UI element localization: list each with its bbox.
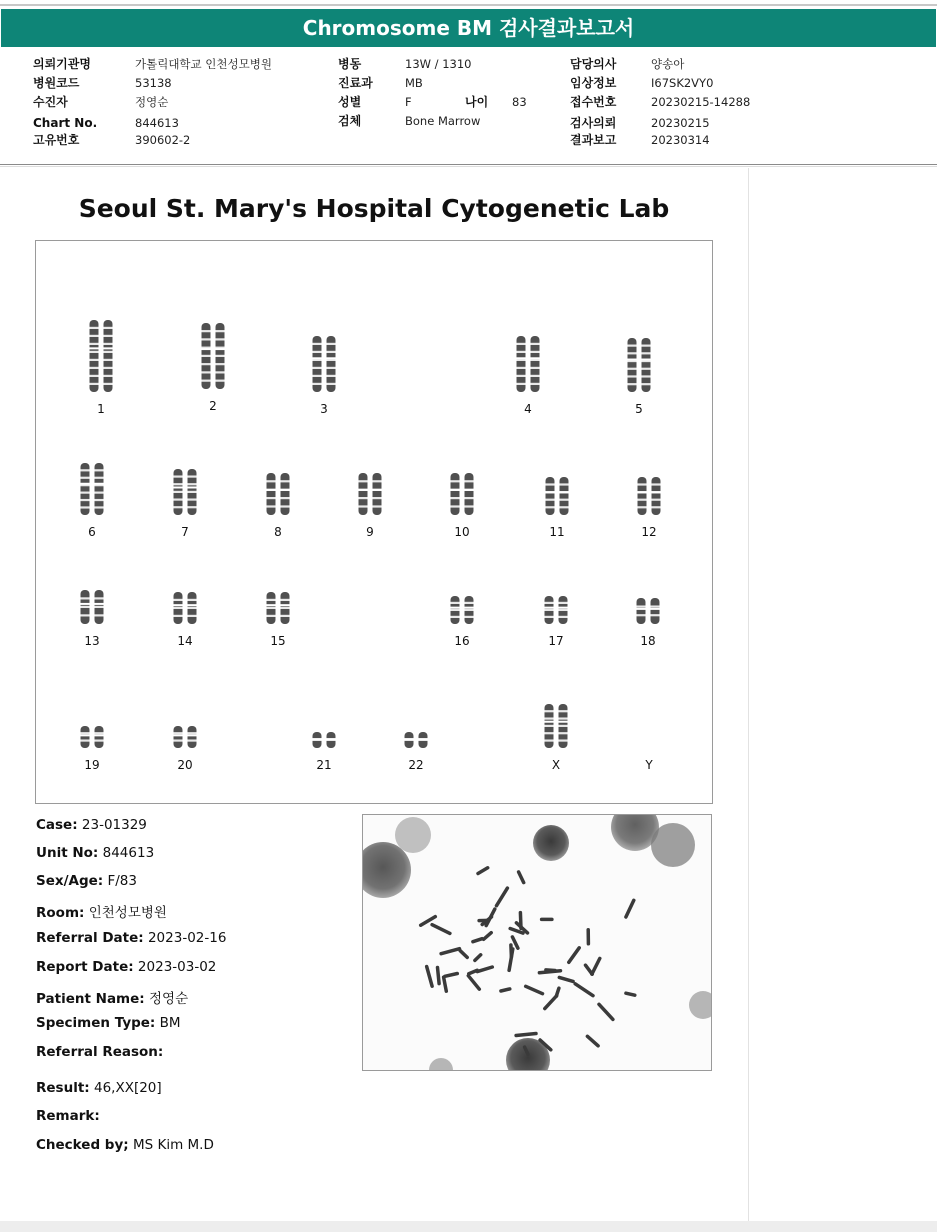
chromosome-label: 7 bbox=[181, 525, 189, 539]
patient-label: 수진자 bbox=[33, 95, 68, 109]
detail-sex-age: Sex/Age: F/83 bbox=[36, 873, 137, 889]
chromosome-pair-17 bbox=[536, 596, 576, 624]
chart-no-value: 844613 bbox=[135, 116, 179, 130]
chromosome-pair-18 bbox=[628, 598, 668, 624]
sex-label: 성별 bbox=[338, 95, 362, 109]
detail-patient-name: Patient Name: 정영순 bbox=[36, 991, 189, 1007]
chromosome-pair-13 bbox=[72, 590, 112, 624]
clinical-info-value: I67SK2VY0 bbox=[651, 76, 714, 90]
chromosome-label: 5 bbox=[635, 402, 643, 416]
chromosome-pair-1 bbox=[81, 320, 121, 392]
chromosome-label: 21 bbox=[316, 758, 332, 772]
receipt-no-value: 20230215-14288 bbox=[651, 95, 751, 109]
chromosome-label: 6 bbox=[88, 525, 96, 539]
metaphase-spread bbox=[363, 815, 711, 1070]
chromosome-pair-16 bbox=[442, 596, 482, 624]
chromosome-label: 12 bbox=[641, 525, 657, 539]
chromosome-label: 14 bbox=[177, 634, 193, 648]
doctor-label: 담당의사 bbox=[570, 57, 617, 71]
chromosome-pair-15 bbox=[258, 592, 298, 624]
specimen-label: 검체 bbox=[338, 114, 362, 128]
chromosome-label: 1 bbox=[97, 402, 105, 416]
detail-specimen-type: Specimen Type: BM bbox=[36, 1015, 181, 1031]
hospital-code-label: 병원코드 bbox=[33, 76, 80, 90]
report-date-value: 20230314 bbox=[651, 133, 710, 147]
receipt-no-label: 접수번호 bbox=[570, 95, 617, 109]
chromosome-pair-6 bbox=[72, 463, 112, 515]
header-divider bbox=[0, 164, 937, 165]
request-date-label: 검사의뢰 bbox=[570, 116, 617, 130]
chromosome-pair-x bbox=[536, 704, 576, 748]
detail-checked-by: Checked by; MS Kim M.D bbox=[36, 1137, 214, 1153]
chart-no-label: Chart No. bbox=[33, 116, 98, 130]
institution-value: 가톨릭대학교 인천성모병원 bbox=[135, 57, 272, 71]
unique-id-label: 고유번호 bbox=[33, 133, 80, 147]
department-label: 진료과 bbox=[338, 76, 373, 90]
detail-unit-no: Unit No: 844613 bbox=[36, 845, 155, 861]
chromosome-label: 9 bbox=[366, 525, 374, 539]
metaphase-chromosome bbox=[438, 968, 440, 984]
right-margin-line bbox=[748, 168, 749, 1221]
sex-value: F bbox=[405, 95, 412, 109]
hospital-code-value: 53138 bbox=[135, 76, 172, 90]
chromosome-pair-19 bbox=[72, 726, 112, 748]
chromosome-label: 8 bbox=[274, 525, 282, 539]
metaphase-chromosome bbox=[516, 1034, 536, 1036]
metaphase-chromosome bbox=[501, 989, 510, 991]
lab-title: Seoul St. Mary's Hospital Cytogenetic Lab bbox=[78, 194, 670, 223]
report-title-banner: Chromosome BM 검사결과보고서 bbox=[1, 9, 936, 47]
clinical-info-label: 임상정보 bbox=[570, 76, 617, 90]
institution-label: 의뢰기관명 bbox=[33, 57, 91, 71]
chromosome-pair-10 bbox=[442, 473, 482, 515]
chromosome-pair-20 bbox=[165, 726, 205, 748]
metaphase-chromosome bbox=[556, 988, 559, 996]
metaphase-image bbox=[362, 814, 712, 1071]
chromosome-label: 3 bbox=[320, 402, 328, 416]
request-date-value: 20230215 bbox=[651, 116, 710, 130]
detail-referral-reason: Referral Reason: bbox=[36, 1044, 164, 1060]
chromosome-pair-7 bbox=[165, 469, 205, 515]
detail-report-date: Report Date: 2023-03-02 bbox=[36, 959, 217, 975]
chromosome-pair-21 bbox=[304, 732, 344, 748]
chromosome-pair-5 bbox=[619, 338, 659, 392]
chromosome-pair-4 bbox=[508, 336, 548, 392]
chromosome-label: 13 bbox=[84, 634, 100, 648]
chromosome-label: 11 bbox=[549, 525, 565, 539]
chromosome-pair-2 bbox=[193, 323, 233, 389]
age-label: 나이 bbox=[465, 95, 489, 109]
chromosome-label: 20 bbox=[177, 758, 193, 772]
karyotype-image bbox=[35, 240, 713, 804]
chromosome-label: 22 bbox=[408, 758, 424, 772]
chromosome-pair-22 bbox=[396, 732, 436, 748]
chromosome-label: X bbox=[551, 758, 561, 772]
detail-referral-date: Referral Date: 2023-02-16 bbox=[36, 930, 227, 946]
doctor-value: 양송아 bbox=[651, 57, 685, 71]
bottom-bar bbox=[0, 1221, 937, 1232]
ward-label: 병동 bbox=[338, 57, 362, 71]
detail-room: Room: 인천성모병원 bbox=[36, 905, 167, 921]
chromosome-label: 16 bbox=[454, 634, 470, 648]
top-divider bbox=[0, 4, 937, 6]
unique-id-value: 390602-2 bbox=[135, 133, 191, 147]
chromosome-label: 10 bbox=[454, 525, 470, 539]
specimen-value: Bone Marrow bbox=[405, 114, 481, 128]
chromosome-label: 2 bbox=[209, 399, 217, 413]
header-divider-light bbox=[0, 166, 937, 167]
metaphase-chromosome bbox=[626, 993, 635, 995]
detail-result: Result: 46,XX[20] bbox=[36, 1080, 162, 1096]
report-date-label: 결과보고 bbox=[570, 133, 617, 147]
chromosome-pair-12 bbox=[629, 477, 669, 515]
age-value: 83 bbox=[512, 95, 527, 109]
chromosome-pair-9 bbox=[350, 473, 390, 515]
chromosome-label: 4 bbox=[524, 402, 532, 416]
chromosome-label: 19 bbox=[84, 758, 100, 772]
detail-case: Case: 23-01329 bbox=[36, 817, 147, 833]
chromosome-label: 18 bbox=[640, 634, 656, 648]
chromosome-label: Y bbox=[645, 758, 653, 772]
chromosome-pair-14 bbox=[165, 592, 205, 624]
chromosome-pair-3 bbox=[304, 336, 344, 392]
chromosome-label: 15 bbox=[270, 634, 286, 648]
chromosome-pair-11 bbox=[537, 477, 577, 515]
chromosome-label: 17 bbox=[548, 634, 564, 648]
ward-value: 13W / 1310 bbox=[405, 57, 472, 71]
detail-remark: Remark: bbox=[36, 1108, 100, 1124]
department-value: MB bbox=[405, 76, 423, 90]
patient-value: 정영순 bbox=[135, 95, 169, 109]
chromosome-pair-8 bbox=[258, 473, 298, 515]
metaphase-chromosome bbox=[520, 913, 521, 929]
metaphase-chromosome bbox=[546, 970, 555, 971]
